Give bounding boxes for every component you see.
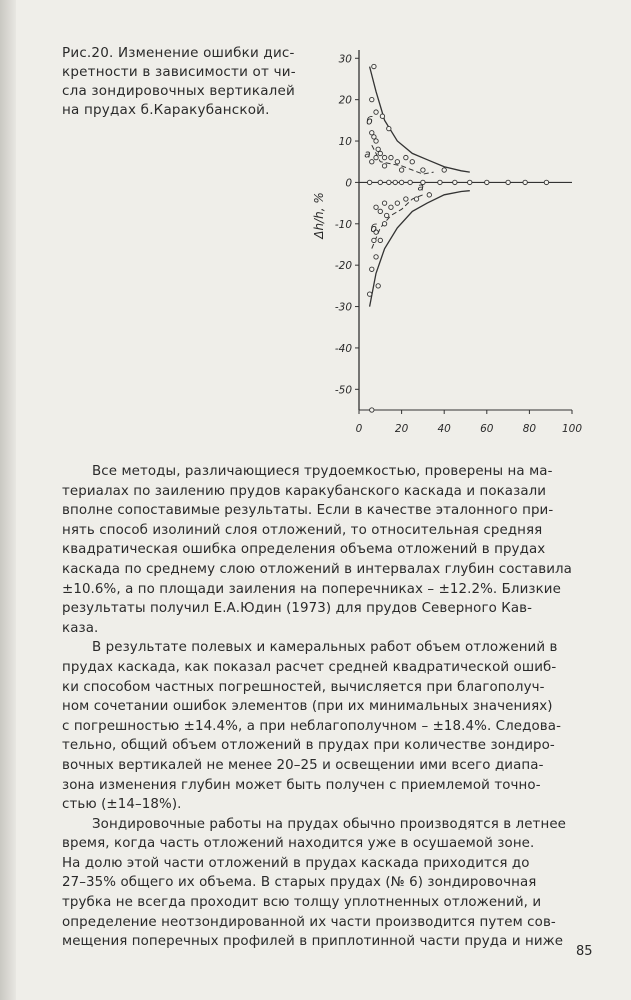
lower-data-point: [378, 209, 382, 213]
curve-label: б: [370, 223, 378, 236]
chart-points: [367, 64, 548, 412]
y-tick-label: -50: [334, 384, 352, 397]
text-line: с погрешностью ±14.4%, а при неблагополучном – ±18.4%. Следова-: [62, 718, 562, 734]
upper-data-point: [442, 168, 446, 172]
zero-data-point: [387, 180, 391, 184]
upper-data-point: [372, 64, 376, 68]
text-line: каскада по среднему слою отложений в интервалах глубин составила: [62, 561, 572, 577]
x-tick-label: 0: [355, 423, 363, 435]
lower-envelope-curve: [370, 191, 470, 307]
upper-data-point: [421, 168, 425, 172]
lower-data-point: [427, 193, 431, 197]
error-chart: [0, 0, 631, 460]
lower-data-point: [404, 197, 408, 201]
upper-data-point: [395, 160, 399, 164]
lower-data-point: [367, 292, 371, 296]
x-tick-label: 40: [437, 423, 451, 435]
curve-label: а: [364, 148, 371, 161]
text-line: вочных вертикалей не менее 20–25 и освещении ими всего диапа-: [62, 757, 544, 773]
y-tick-label: -30: [334, 301, 352, 314]
text-line: результаты получил Е.А.Юдин (1973) для прудов Северного Кав-: [62, 601, 533, 617]
y-tick-label: 0: [345, 177, 352, 190]
zero-data-point: [544, 180, 548, 184]
zero-data-point: [367, 180, 371, 184]
upper-data-point: [404, 155, 408, 159]
text-line: На долю этой части отложений в прудах каскада приходится до: [62, 855, 530, 871]
zero-data-point: [523, 180, 527, 184]
text-line: 27–35% общего их объема. В старых прудах (№ 6) зондировочная: [62, 875, 537, 891]
upper-data-point: [374, 139, 378, 143]
text-line: В результате полевых и камеральных работ объем отложений в: [92, 640, 558, 656]
zero-data-point: [453, 180, 457, 184]
lower-data-point: [374, 255, 378, 259]
page-number: 85: [576, 944, 593, 959]
upper-data-point: [374, 110, 378, 114]
lower-data-point: [384, 213, 388, 217]
text-line: тельно, общий объем отложений в прудах при количестве зондиро-: [62, 738, 555, 754]
zero-data-point: [408, 180, 412, 184]
y-tick-label: -10: [334, 218, 352, 231]
text-line: вполне сопоставимые результаты. Если в качестве эталонного при-: [62, 503, 554, 519]
x-tick-label: 80: [522, 423, 537, 435]
text-line: каза.: [62, 620, 99, 636]
upper-data-point: [374, 155, 378, 159]
zero-data-point: [393, 180, 397, 184]
text-line: нять способ изолиний слоя отложений, то относительная средняя: [62, 522, 543, 538]
upper-data-point: [376, 147, 380, 151]
y-tick-label: -40: [334, 342, 352, 355]
text-line: Зондировочные работы на прудах обычно производятся в летнее: [92, 816, 566, 832]
x-tick-label: 100: [561, 423, 583, 435]
y-tick-label: 30: [338, 53, 352, 66]
zero-data-point: [438, 180, 442, 184]
zero-data-point: [399, 180, 403, 184]
text-line: ки способом частных погрешностей, вычисляется при благополуч-: [62, 679, 545, 695]
text-line: Все методы, различающиеся трудоемкостью, проверены на ма-: [92, 464, 553, 479]
lower-data-point: [395, 201, 399, 205]
upper-data-point: [378, 151, 382, 155]
chart-axes: [312, 50, 582, 435]
text-line: зона изменения глубин может быть получен с приемлемой точно-: [62, 777, 541, 793]
upper-data-point: [382, 155, 386, 159]
text-line: мещения поперечных профилей в приплотинной части пруда и ниже: [62, 934, 564, 950]
zero-data-point: [468, 180, 472, 184]
zero-data-point: [506, 180, 510, 184]
curve-label: б: [366, 115, 373, 128]
y-tick-label: 20: [338, 94, 352, 107]
upper-data-point: [372, 135, 376, 139]
text-line: ±10.6%, а по площади заиления на поперечниках – ±12.2%. Близкие: [62, 581, 561, 597]
upper-data-point: [387, 126, 391, 130]
zero-data-point: [485, 180, 489, 184]
text-line: квадратическая ошибка определения объема отложений в прудах: [62, 542, 546, 558]
x-tick-label: 60: [480, 423, 494, 435]
lower-data-point: [414, 197, 418, 201]
lower-data-point: [370, 267, 374, 271]
curve-label: а: [417, 181, 424, 194]
lower-data-point: [376, 284, 380, 288]
body-text: [62, 462, 602, 952]
upper-data-point: [382, 164, 386, 168]
lower-data-point: [374, 205, 378, 209]
y-tick-label: 10: [338, 136, 352, 149]
lower-data-point: [389, 205, 393, 209]
zero-data-point: [378, 180, 382, 184]
upper-data-point: [389, 155, 393, 159]
y-axis-label: Δh/h, %: [312, 192, 326, 239]
lower-data-point: [378, 238, 382, 242]
text-line: стью (±14–18%).: [62, 797, 182, 813]
lower-data-point: [382, 201, 386, 205]
y-tick-label: -20: [334, 260, 352, 273]
figure-caption: Рис.20. Изменение ошибки дис- кретности в зависимости от чи- сла зондировочных вертикалей на прудах б.Каракубанской.: [62, 45, 296, 118]
upper-data-point: [370, 97, 374, 101]
lower-data-point: [372, 238, 376, 242]
upper-data-point: [410, 160, 414, 164]
text-line: трубка не всегда проходит всю толщу уплотненных отложений, и: [62, 895, 542, 911]
text-line: териалах по заилению прудов каракубанского каскада и показали: [62, 483, 547, 499]
upper-data-point: [399, 168, 403, 172]
text-line: время, когда часть отложений находится уже в осушаемой зоне.: [62, 836, 535, 852]
text-line: ном сочетании ошибок элементов (при их минимальных значениях): [62, 699, 553, 715]
text-line: определение неотзондированной их части производится путем сов-: [62, 914, 556, 930]
upper-data-point: [380, 114, 384, 118]
lower-data-point: [382, 222, 386, 226]
upper-data-point: [370, 131, 374, 135]
x-tick-label: 20: [394, 423, 409, 435]
lower-data-point: [370, 408, 374, 412]
text-line: прудах каскада, как показал расчет средней квадратической ошиб-: [62, 659, 557, 675]
